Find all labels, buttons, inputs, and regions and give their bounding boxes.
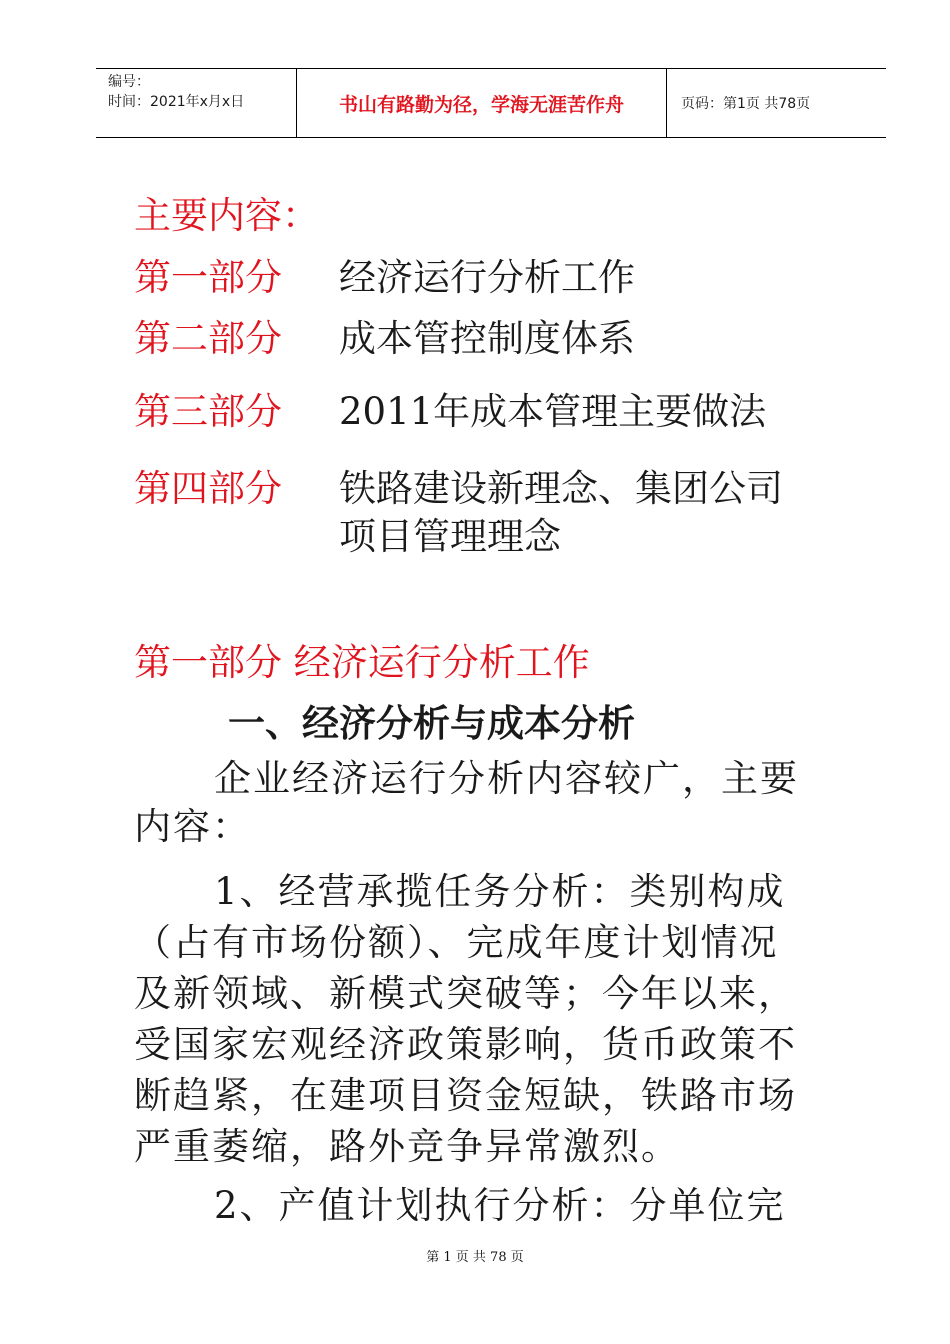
toc-item-text: 经济运行分析工作: [339, 256, 635, 299]
header-motto: 书山有路勤为径，学海无涯苦作舟: [338, 93, 624, 116]
paragraph-line: 企业经济运行分析内容较广，主要: [214, 757, 799, 800]
toc-item-text: 成本管控制度体系: [339, 317, 635, 360]
page-header: [96, 68, 886, 138]
paragraph-2: [134, 866, 854, 1172]
toc-item-text: 铁路建设新理念、集团公司: [339, 467, 783, 510]
toc-item-text: 2011年成本管理主要做法: [339, 390, 767, 433]
toc-item-3: [134, 381, 854, 433]
paragraph-line: 2、产值计划执行分析：分单位完: [214, 1184, 786, 1227]
section-subtitle: 一、经济分析与成本分析: [228, 701, 635, 745]
paragraph-line: 内容：: [134, 805, 251, 848]
toc-item-label: 第三部分: [134, 390, 282, 433]
paragraph-line: 严重萎缩，路外竞争异常激烈。: [134, 1125, 680, 1168]
toc-item-4: [134, 458, 854, 558]
paragraph-line: 1、经营承揽任务分析：类别构成: [214, 870, 786, 913]
toc-item-label: 第二部分: [134, 317, 282, 360]
paragraph-line: 受国家宏观经济政策影响，货币政策不: [134, 1023, 797, 1066]
paragraph-1: [134, 755, 854, 851]
header-page-info: 页码：第1页 共78页: [681, 96, 811, 112]
number-label: 编号：: [108, 74, 150, 90]
toc-item-label: 第四部分: [134, 467, 282, 510]
section-title: 第一部分 经济运行分析工作: [134, 641, 590, 684]
time-label: 时间：2021年x月x日: [108, 94, 245, 110]
header-meta: [96, 69, 296, 137]
paragraph-line: 断趋紧，在建项目资金短缺，铁路市场: [134, 1074, 797, 1117]
toc-item-text-cont: 项目管理理念: [339, 515, 561, 558]
toc-item-2: [134, 308, 854, 360]
paragraph-line: 及新领域、新模式突破等；今年以来，: [134, 972, 797, 1015]
toc-item-1: [134, 247, 854, 299]
paragraph-line: （占有市场份额）、完成年度计划情况: [134, 921, 779, 964]
toc-item-label: 第一部分: [134, 256, 282, 299]
page-footer: 第 1 页 共 78 页: [426, 1250, 524, 1265]
toc-heading: 主要内容：: [134, 194, 319, 237]
paragraph-3: [134, 1182, 854, 1230]
